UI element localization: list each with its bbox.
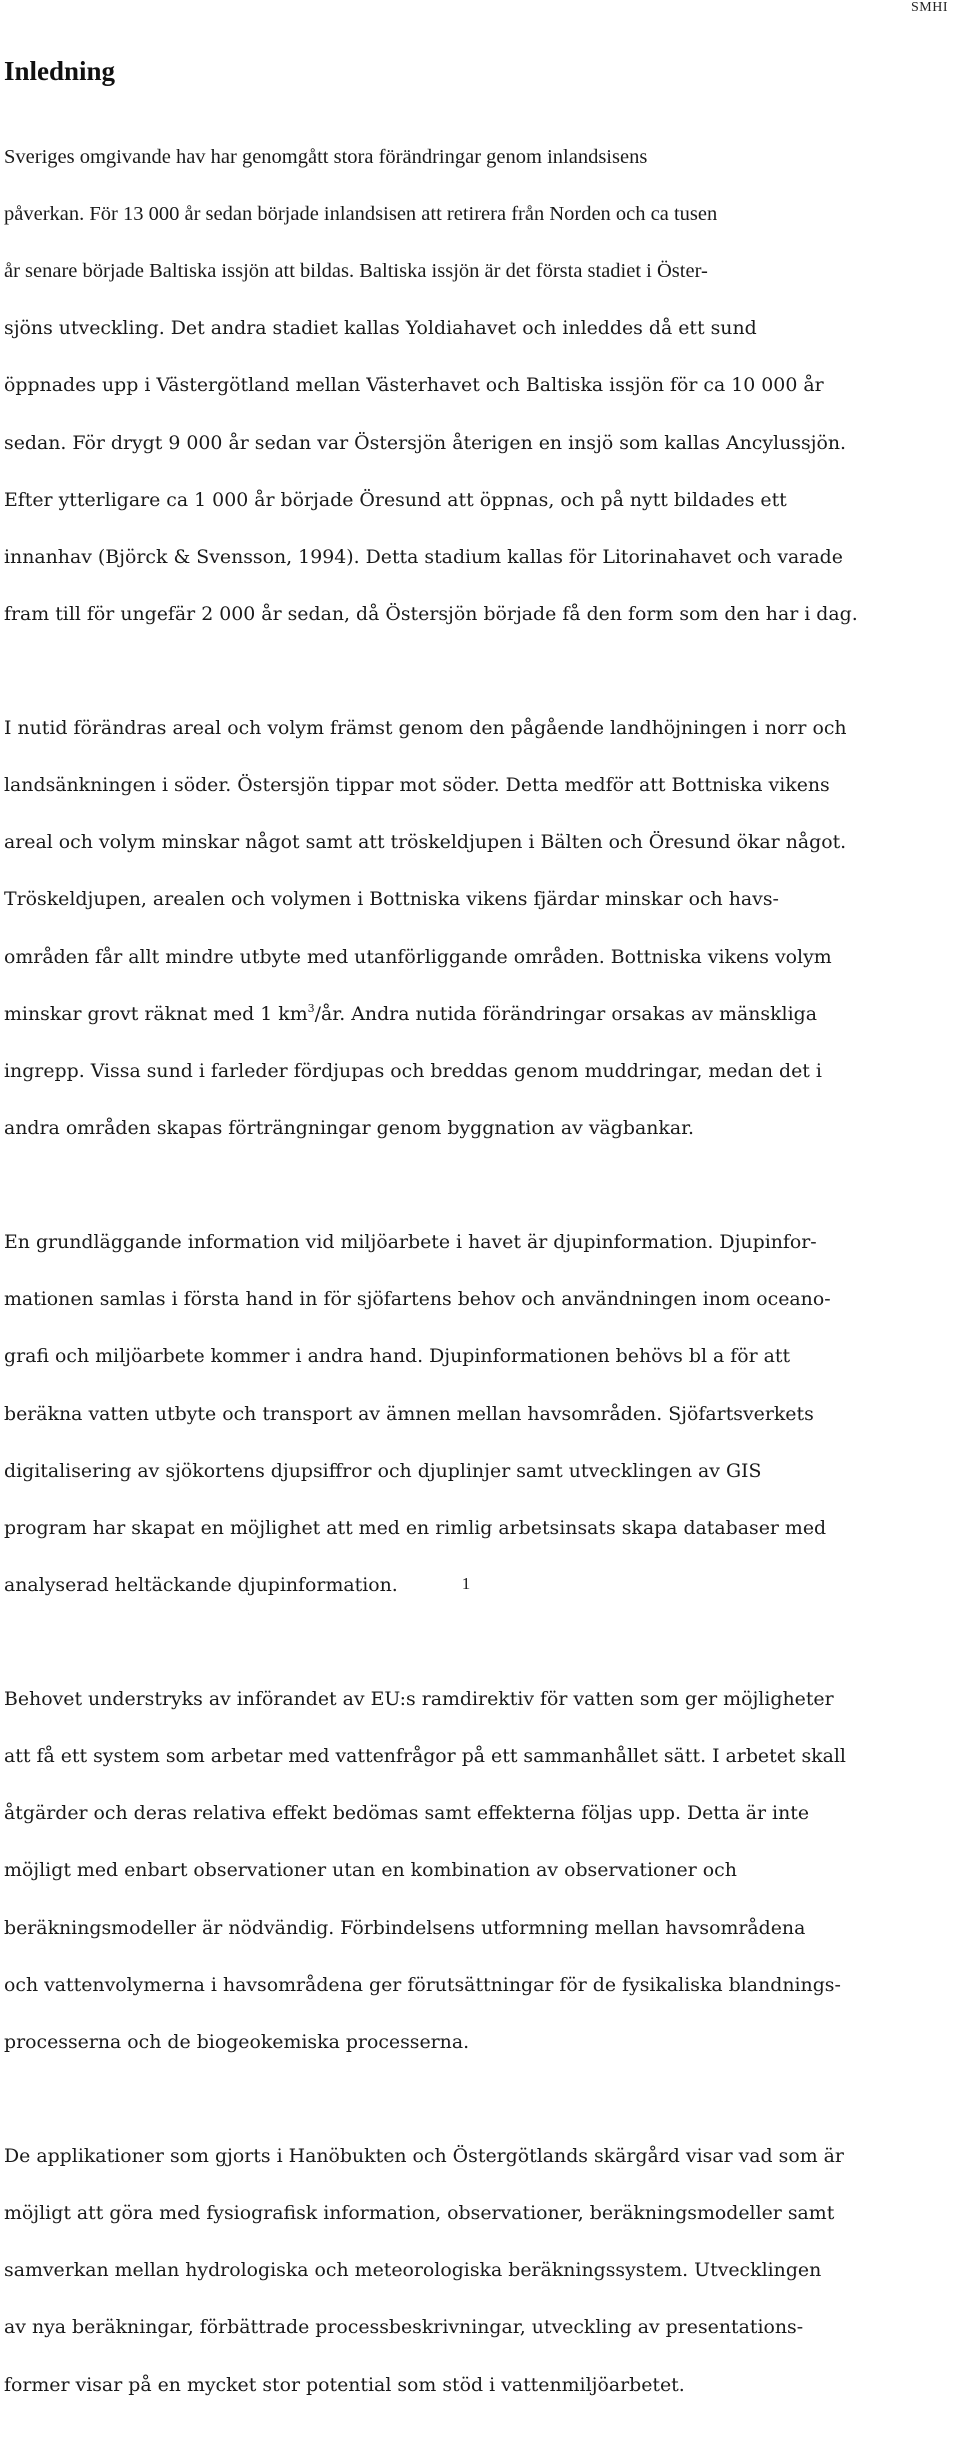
paragraph-line: De applikationer som gjorts i Hanöbukten och Östergötlands skärgård visar vad som är [4,2144,844,2167]
paragraph-line: av nya beräkningar, förbättrade processbeskrivningar, utveckling av presentations- [4,2316,804,2339]
paragraph-line: Behovet understryks av införandet av EU:s ramdirektiv för vatten som ger möjligheter [4,1687,834,1710]
paragraph-line: möjligt att göra med fysiografisk information, observationer, beräkningsmodeller samt [4,2201,835,2224]
paragraph-line: grafi och miljöarbete kommer i andra hand. Djupinformationen behövs bl a för att [4,1345,791,1368]
paragraph-line: I nutid förändras areal och volym främst genom den pågående landhöjningen i norr och [4,716,847,739]
paragraph-line: fram till för ungefär 2 000 år sedan, då Östersjön började få den form som den har i dag. [4,603,858,626]
paragraph-4 [4,1656,952,2085]
paragraph-line: areal och volym minskar något samt att tröskeldjupen i Bälten och Öresund ökar något. [4,831,847,854]
paragraph-2 [4,685,952,1171]
paragraph-line: områden får allt mindre utbyte med utanförliggande områden. Bottniska vikens volym [4,945,832,968]
paragraph-line: innanhav (Björck & Svensson, 1994). Detta stadium kallas för Litorinahavet och varade [4,545,843,568]
paragraph-line: ingrepp. Vissa sund i farleder fördjupas och breddas genom muddringar, medan det i [4,1060,822,1082]
paragraph-line-with-superscript [4,1000,952,1029]
paragraph-line: En grundläggande information vid miljöarbete i havet är djupinformation. Djupinfor- [4,1230,817,1253]
paragraph-line: möjligt med enbart observationer utan en kombination av observationer och [4,1859,737,1882]
paragraph-line: år senare började Baltiska issjön att bildas. Baltiska issjön är det första stadiet i Öster- [4,259,708,282]
paragraph-line: att få ett system som arbetar med vattenfrågor på ett sammanhållet sätt. I arbetet skall [4,1745,846,1768]
line-text-after-superscript: /år. Andra nutida förändringar orsakas av mänskliga [314,1002,817,1025]
paragraph-line: former visar på en mycket stor potential som stöd i vattenmiljöarbetet. [4,2373,685,2396]
paragraph-line: digitalisering av sjökortens djupsiffror och djuplinjer samt utvecklingen av GIS [4,1459,762,1482]
paragraph-line: andra områden skapas förträngningar genom byggnation av vägbankar. [4,1117,695,1140]
line-text-before-superscript: minskar grovt räknat med 1 km [4,1002,308,1025]
paragraph-line: påverkan. För 13 000 år sedan började inlandsisen att retirera från Norden och ca tusen [4,202,718,225]
paragraph-3 [4,1199,952,1628]
paragraph-line: Sveriges omgivande hav har genomgått stora förändringar genom inlandsisens [4,145,648,168]
paragraph-line: öppnades upp i Västergötland mellan Västerhavet och Baltiska issjön för ca 10 000 år [4,374,824,397]
superscript-exponent: 3 [307,1001,315,1015]
paragraph-line: mationen samlas i första hand in för sjöfartens behov och användningen inom oceano- [4,1288,831,1311]
paragraph-line: Tröskeldjupen, arealen och volymen i Bottniska vikens fjärdar minskar och havs- [4,888,779,911]
paragraph-line: åtgärder och deras relativa effekt bedömas samt effekterna följas upp. Detta är inte [4,1802,810,1825]
paragraph-line: Efter ytterligare ca 1 000 år började Öresund att öppnas, och på nytt bildades ett [4,488,787,511]
paragraph-line: samverkan mellan hydrologiska och meteorologiska beräkningssystem. Utvecklingen [4,2259,822,2282]
body-text [4,114,952,2456]
paragraph-line: landsänkningen i söder. Östersjön tippar mot söder. Detta medför att Bottniska vikens [4,774,830,797]
organization-header: SMHI [910,0,948,15]
paragraph-line: processerna och de biogeokemiska processerna. [4,2031,470,2053]
paragraph-line: analyserad heltäckande djupinformation. [4,1574,398,1597]
paragraph-line: och vattenvolymerna i havsområdena ger förutsättningar för de fysikaliska blandnings- [4,1973,841,1996]
paragraph-line: sjöns utveckling. Det andra stadiet kallas Yoldiahavet och inleddes då ett sund [4,317,757,340]
paragraph-line: program har skapat en möjlighet att med en rimlig arbetsinsats skapa databaser med [4,1516,827,1539]
paragraph-line: beräkna vatten utbyte och transport av ämnen mellan havsområden. Sjöfartsverkets [4,1402,814,1425]
page-number: 1 [461,1574,471,1593]
paragraph-line: beräkningsmodeller är nödvändig. Förbindelsens utformning mellan havsområdena [4,1916,806,1939]
paragraph-1 [4,114,952,657]
paragraph-5 [4,2113,952,2428]
paragraph-line: sedan. För drygt 9 000 år sedan var Östersjön återigen en insjö som kallas Ancylussjön. [4,431,847,454]
page-title: Inledning [4,56,116,86]
